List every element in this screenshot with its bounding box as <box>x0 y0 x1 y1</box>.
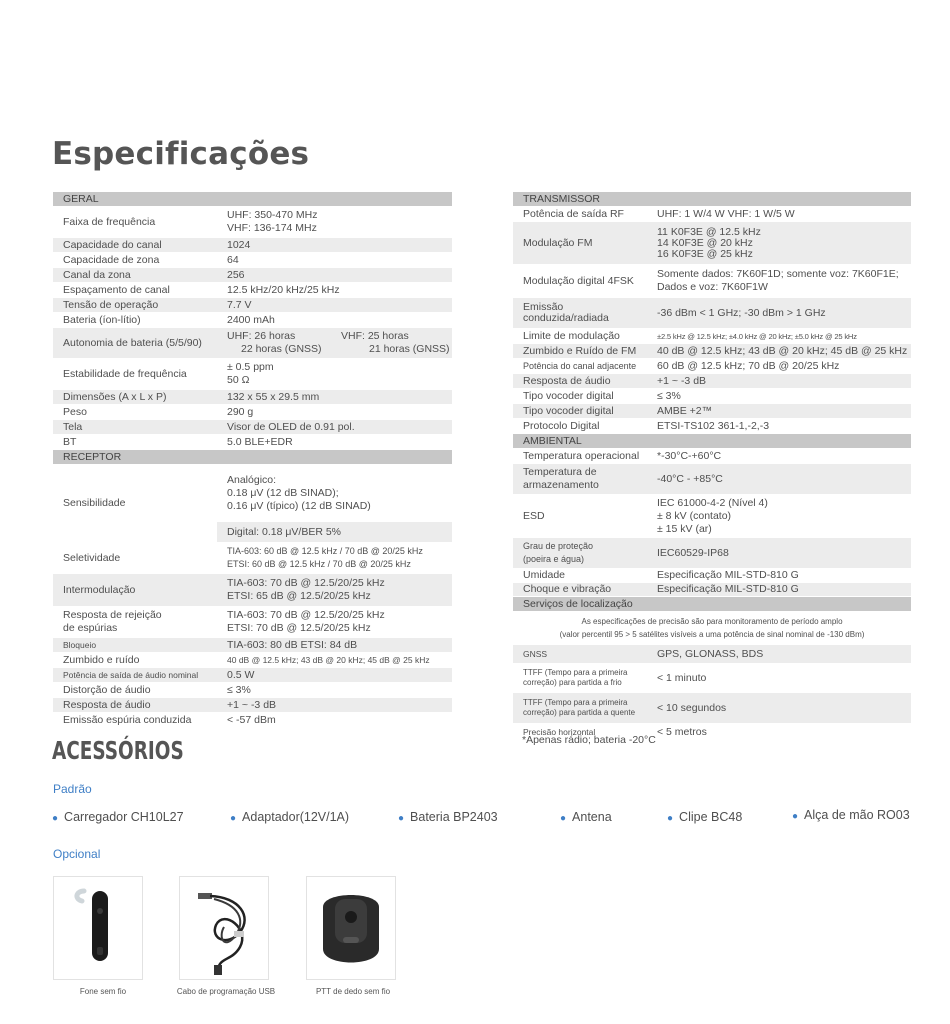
section-header-localizacao: Serviços de localização <box>513 597 911 612</box>
table-row: Temperatura operacional *-30°C-+60°C <box>513 449 911 464</box>
table-row: Potência de saída de áudio nominal 0.5 W <box>53 668 452 683</box>
table-row: Grau de proteção (poeira e água) IEC60529-IP68 <box>513 538 911 569</box>
table-row: Peso 290 g <box>53 405 452 420</box>
table-row: Choque e vibração Especificação MIL-STD-810 G <box>513 583 911 597</box>
finger-ptt-image <box>306 876 396 980</box>
bullet-icon: ● <box>792 811 799 822</box>
table-row: Estabilidade de frequência ± 0.5 ppm 50 Ω <box>53 359 452 390</box>
table-row: Seletividade TIA-603: 60 dB @ 12.5 kHz / 70 dB @ 20/25 kHz ETSI: 60 dB @ 12.5 kHz / 70 dB @ 20/25 kHz <box>53 543 452 574</box>
table-row: Resposta de rejeição de espúrias TIA-603: 70 dB @ 12.5/20/25 kHz ETSI: 70 dB @ 12.5/20/25 kHz <box>53 607 452 638</box>
table-row: Resposta de áudio +1 ~ -3 dB <box>513 374 911 389</box>
table-row: Precisão horizontal < 5 metros <box>513 724 911 741</box>
table-row: Capacidade de zona 64 <box>53 253 452 268</box>
table-row: Temperatura de armazenamento -40°C - +85°C <box>513 464 911 495</box>
bullet-icon: ● <box>398 813 405 824</box>
table-row: Intermodulação TIA-603: 70 dB @ 12.5/20/25 kHz ETSI: 65 dB @ 12.5/20/25 kHz <box>53 574 452 607</box>
bullet-icon: ● <box>230 813 237 824</box>
table-row: As especificações de precisão são para monitoramento de período amplo (valor percentil 95 > 5 satélites visíveis a uma potência de sinal nominal de -130 dBm) <box>513 612 911 645</box>
bullet-icon: ● <box>52 813 59 824</box>
table-row: Bateria (íon-lítio) 2400 mAh <box>53 313 452 328</box>
table-row: Canal da zona 256 <box>53 268 452 283</box>
table-row: Umidade Especificação MIL-STD-810 G <box>513 569 911 583</box>
table-row: Faixa de frequência UHF: 350-470 MHz VHF: 136-174 MHz <box>53 207 452 238</box>
table-row: TTFF (Tempo para a primeira correção) para partida a frio < 1 minuto <box>513 664 911 693</box>
accessories-title: ACESSÓRIOS <box>52 736 184 765</box>
earpiece-image <box>53 876 143 980</box>
bullet-icon: ● <box>667 813 674 824</box>
list-item: ● Antena <box>560 810 612 824</box>
table-row: GNSS GPS, GLONASS, BDS <box>513 645 911 664</box>
table-row: Modulação FM 11 K0F3E @ 12.5 kHz 14 K0F3E @ 20 kHz 16 K0F3E @ 25 kHz <box>513 222 911 265</box>
table-row: Autonomia de bateria (5/5/90) UHF: 26 horas VHF: 25 horas 22 horas (GNSS) 21 horas (GNSS) <box>53 328 452 359</box>
bullet-icon: ● <box>560 813 567 824</box>
optional-label: Opcional <box>53 847 101 861</box>
table-row: Dimensões (A x L x P) 132 x 55 x 29.5 mm <box>53 390 452 405</box>
table-row: Tensão de operação 7.7 V <box>53 298 452 313</box>
table-row: Espaçamento de canal 12.5 kHz/20 kHz/25 kHz <box>53 283 452 298</box>
table-row: Capacidade do canal 1024 <box>53 238 452 253</box>
table-row: Resposta de áudio +1 ~ -3 dB <box>53 698 452 713</box>
table-row: Modulação digital 4FSK Somente dados: 7K60F1D; somente voz: 7K60F1E; Dados e voz: 7K60F1W <box>513 265 911 298</box>
optional-caption: Cabo de programação USB <box>176 987 276 996</box>
section-header-transmissor: TRANSMISSOR <box>513 192 911 207</box>
optional-caption: PTT de dedo sem fio <box>315 987 391 996</box>
table-row: Potência de saída RF UHF: 1 W/4 W VHF: 1 W/5 W <box>513 207 911 222</box>
table-row: Limite de modulação ±2.5 kHz @ 12.5 kHz; ±4.0 kHz @ 20 kHz; ±5.0 kHz @ 25 kHz <box>513 329 911 344</box>
standard-label: Padrão <box>53 782 92 796</box>
section-header-receptor: RECEPTOR <box>53 450 452 465</box>
table-row: Tela Visor de OLED de 0.91 pol. <box>53 420 452 435</box>
table-row: Digital: 0.18 μV/BER 5% <box>53 522 452 543</box>
table-row: Zumbido e ruído 40 dB @ 12.5 kHz; 43 dB @ 20 kHz; 45 dB @ 25 kHz <box>53 653 452 668</box>
list-item: ● Carregador CH10L27 <box>52 810 184 824</box>
table-row: Bloqueio TIA-603: 80 dB ETSI: 84 dB <box>53 638 452 653</box>
list-item: ● Adaptador(12V/1A) <box>230 810 350 824</box>
table-row: BT 5.0 BLE+EDR <box>53 435 452 450</box>
table-row: Zumbido e Ruído de FM 40 dB @ 12.5 kHz; 43 dB @ 20 kHz; 45 dB @ 25 kHz <box>513 344 911 359</box>
section-header-ambiental: AMBIENTAL <box>513 434 911 449</box>
optional-caption: Fone sem fio <box>79 987 127 996</box>
section-header-geral: GERAL <box>53 192 452 207</box>
table-row: Emissão conduzida/radiada -36 dBm < 1 GHz; -30 dBm > 1 GHz <box>513 298 911 329</box>
table-row: Distorção de áudio ≤ 3% <box>53 683 452 698</box>
table-row: Protocolo Digital ETSI-TS102 361-1,-2,-3 <box>513 419 911 434</box>
list-item: ● Bateria BP2403 <box>398 810 498 824</box>
spec-table-left <box>53 192 452 728</box>
spec-table-right <box>513 192 911 741</box>
table-row: TTFF (Tempo para a primeira correção) para partida a quente < 10 segundos <box>513 693 911 724</box>
table-row: ESD IEC 61000-4-2 (Nível 4) ± 8 kV (contato) ± 15 kV (ar) <box>513 495 911 538</box>
list-item: ● Clipe BC48 <box>667 810 743 824</box>
usb-cable-image <box>179 876 269 980</box>
footnote: *Apenas rádio; bateria -20°C <box>522 734 656 746</box>
list-item: ● Alça de mão RO03 <box>792 808 910 822</box>
table-row: Potência do canal adjacente 60 dB @ 12.5 kHz; 70 dB @ 20/25 kHz <box>513 359 911 374</box>
page-title: Especificações <box>52 136 310 172</box>
table-row: Sensibilidade Analógico: 0.18 μV (12 dB SINAD); 0.16 μV (típico) (12 dB SINAD) <box>53 465 452 522</box>
table-row: Tipo vocoder digital AMBE +2™ <box>513 404 911 419</box>
table-row: Emissão espúria conduzida < -57 dBm <box>53 713 452 728</box>
table-row: Tipo vocoder digital ≤ 3% <box>513 389 911 404</box>
